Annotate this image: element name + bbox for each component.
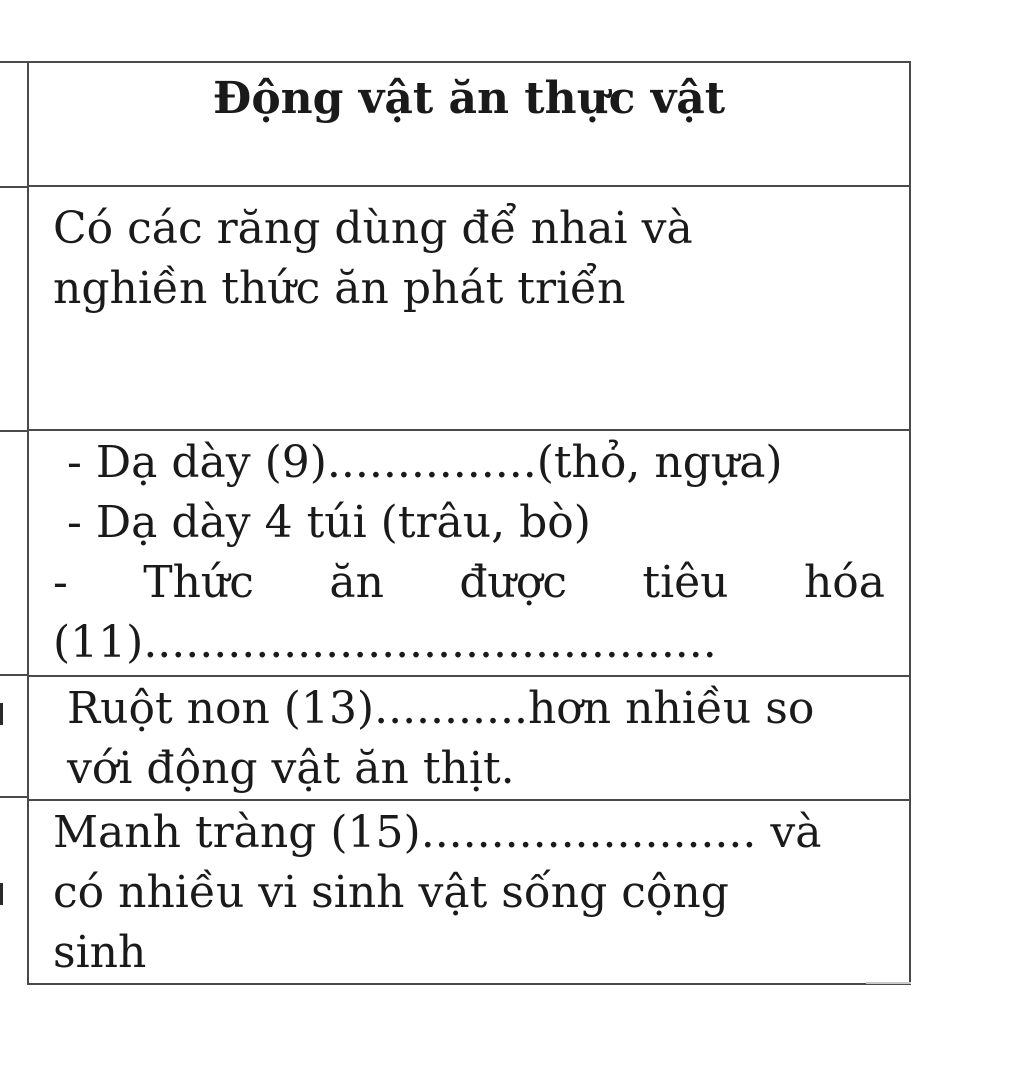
comparison-table — [27, 61, 911, 985]
word: tiêu — [642, 557, 729, 608]
word: hóa — [803, 557, 885, 608]
cell-cecum — [28, 800, 910, 984]
cell-line: với động vật ăn thịt. — [67, 743, 515, 794]
table — [27, 61, 911, 985]
row-divider — [0, 430, 27, 432]
table-row — [28, 676, 910, 800]
cell-line: (11)......................................... — [53, 617, 717, 668]
table-row — [28, 430, 910, 676]
table-row — [28, 800, 910, 984]
cropped-left-column — [0, 61, 27, 981]
cell-teeth — [28, 186, 910, 430]
row-divider — [0, 186, 27, 188]
word: ăn — [329, 557, 384, 608]
justified-line — [53, 553, 885, 613]
cell-line: Manh tràng (15)........................ và — [53, 807, 822, 858]
cell-line: nghiền thức ăn phát triển — [53, 263, 626, 314]
cell-line: - Dạ dày (9)...............(thỏ, ngựa) — [67, 437, 783, 488]
cropped-text-fragment — [0, 703, 3, 725]
cell-line: Ruột non (13)...........hơn nhiều so — [67, 683, 815, 734]
row-divider — [0, 796, 27, 798]
cell-line: có nhiều vi sinh vật sống cộng — [53, 867, 729, 918]
word: được — [459, 557, 567, 608]
cell-line: sinh — [53, 927, 147, 978]
decorative-line — [866, 982, 911, 984]
cell-stomach — [28, 430, 910, 676]
word: Thức — [143, 557, 254, 608]
cell-small-intestine — [28, 676, 910, 800]
cell-line: - Dạ dày 4 túi (trâu, bò) — [67, 497, 591, 548]
cropped-text-fragment — [0, 883, 3, 905]
table-header-row — [28, 62, 910, 186]
cell-line: Có các răng dùng để nhai và — [53, 203, 693, 254]
row-divider — [0, 674, 27, 676]
word: - — [53, 557, 68, 608]
table-row — [28, 186, 910, 430]
column-header-herbivores: Động vật ăn thực vật — [28, 62, 910, 186]
